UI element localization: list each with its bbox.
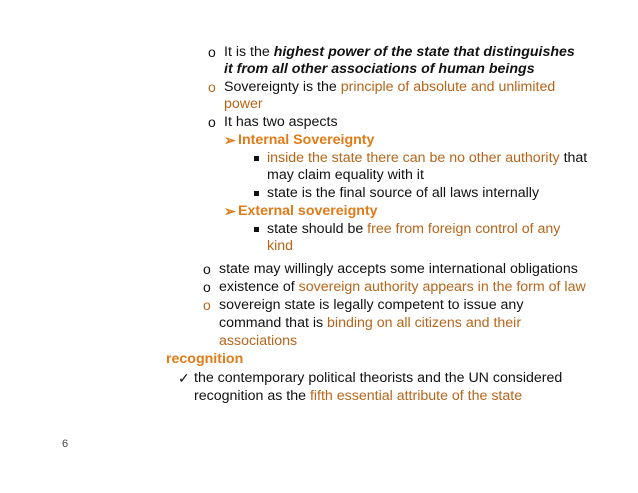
line-equality <box>267 167 424 184</box>
heading-text: recognition <box>166 351 244 367</box>
bullet-marker: o <box>203 261 211 277</box>
square-bullet-icon <box>254 191 259 196</box>
emphasis-text: highest power of the state that distinguishes <box>273 44 575 60</box>
text: It is the <box>224 44 274 60</box>
line-sovereign-authority <box>219 279 586 296</box>
line-command-binding <box>219 315 521 332</box>
highlight-text: binding on all citizens and their <box>327 315 522 331</box>
bullet-marker: o <box>203 279 211 295</box>
highlight-text: power <box>224 96 263 112</box>
highlight-text: free from foreign control of any <box>367 221 561 237</box>
highlight-text: sovereign authority appears in the form of law <box>298 279 586 295</box>
heading-recognition <box>166 351 243 368</box>
line-sovereignty-principle <box>224 79 555 96</box>
line-legally-competent <box>219 297 523 314</box>
text: sovereign state is legally competent to issue any <box>219 297 524 313</box>
line-highest-power <box>224 44 575 61</box>
line-fifth-attribute <box>194 388 522 405</box>
heading-text: External sovereignty <box>238 203 378 219</box>
line-international-obligations <box>219 261 578 278</box>
text: command that is <box>219 315 328 331</box>
highlight-text: fifth essential attribute of the state <box>309 388 523 404</box>
square-bullet-icon <box>254 227 259 232</box>
line-contemporary-theorists <box>194 370 562 387</box>
text: may claim equality with it <box>267 167 424 183</box>
line-kind <box>267 238 293 255</box>
line-associations-end <box>219 333 297 350</box>
text: existence of <box>219 279 299 295</box>
bullet-marker: o <box>208 79 216 95</box>
heading-external-sovereignty <box>238 203 378 220</box>
heading-internal-sovereignty <box>238 132 374 149</box>
bullet-marker: o <box>203 297 211 313</box>
bullet-marker: o <box>208 44 216 60</box>
checkmark-icon: ✓ <box>178 370 190 386</box>
text: state is the final source of all laws internally <box>267 185 540 201</box>
highlight-text: kind <box>267 238 294 254</box>
highlight-text: inside the state there can be no other authority <box>267 150 560 166</box>
highlight-text: principle of absolute and unlimited <box>340 79 556 95</box>
heading-text: Internal Sovereignty <box>238 132 375 148</box>
text: recognition as the <box>194 388 310 404</box>
bullet-marker: o <box>208 114 216 130</box>
text: state should be <box>267 221 368 237</box>
line-no-other-authority <box>267 150 587 167</box>
text: that <box>559 150 588 166</box>
text: state may willingly accepts some international obligations <box>219 261 578 277</box>
text: the contemporary political theorists and the UN considered <box>194 370 563 386</box>
line-two-aspects <box>224 114 338 131</box>
text: Sovereignty is the <box>224 79 341 95</box>
square-bullet-icon <box>254 156 259 161</box>
text: It has two aspects <box>224 114 338 130</box>
arrow-icon: ➢ <box>224 132 236 148</box>
line-final-source <box>267 185 539 202</box>
line-foreign-control <box>267 221 560 238</box>
page-number: 6 <box>62 438 69 450</box>
emphasis-text: it from all other associations of human beings <box>224 61 535 77</box>
line-power <box>224 96 263 113</box>
line-associations <box>224 61 535 78</box>
highlight-text: associations <box>219 333 298 349</box>
arrow-icon: ➢ <box>224 203 236 219</box>
